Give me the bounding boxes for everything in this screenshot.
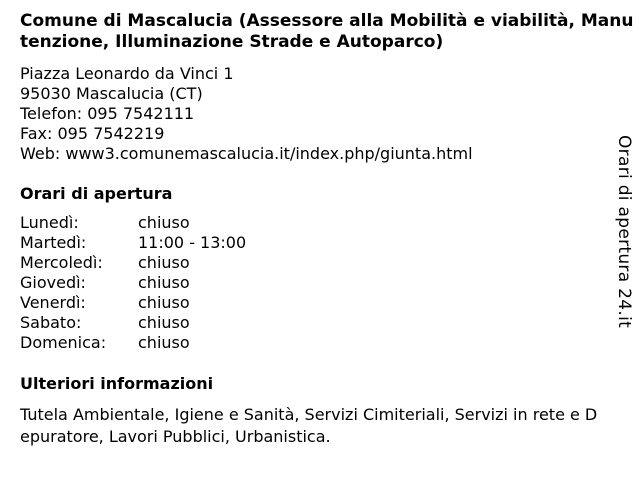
day-label: Venerdì: (20, 293, 86, 312)
day-hours: chiuso (138, 293, 190, 312)
page-title: Comune di Mascalucia (Assessore alla Mobilità e viabilità, Manutenzione, Illuminazione Strade e Autoparco) (20, 11, 634, 52)
further-info-heading: Ulteriori informazioni (20, 374, 214, 393)
day-label: Domenica: (20, 333, 107, 352)
day-hours: chiuso (138, 333, 190, 352)
address-street: Piazza Leonardo da Vinci 1 (20, 64, 234, 83)
day-hours: 11:00 - 13:00 (138, 233, 247, 252)
day-hours: chiuso (138, 313, 190, 332)
address-city: 95030 Mascalucia (CT) (20, 84, 203, 103)
opening-hours-heading: Orari di apertura (20, 184, 173, 203)
further-info-text: Tutela Ambientale, Igiene e Sanità, Servizi Cimiteriali, Servizi in rete e Depuratore, Lavori Pubblici, Urbanistica. (20, 405, 598, 446)
opening-hours-list (20, 213, 246, 353)
address-web: Web: www3.comunemascalucia.it/index.php/giunta.html (20, 144, 473, 163)
day-label: Mercoledì: (20, 253, 103, 272)
day-hours: chiuso (138, 213, 190, 232)
site-watermark: Orari di apertura 24.it (614, 135, 634, 329)
day-hours: chiuso (138, 253, 190, 272)
hours-row-friday (20, 293, 246, 313)
day-label: Giovedì: (20, 273, 86, 292)
address-phone: Telefon: 095 7542111 (20, 104, 195, 123)
address-block (20, 64, 473, 164)
hours-row-wednesday (20, 253, 246, 273)
day-label: Lunedì: (20, 213, 79, 232)
hours-row-tuesday (20, 233, 246, 253)
hours-row-saturday (20, 313, 246, 333)
address-fax: Fax: 095 7542219 (20, 124, 165, 143)
day-hours: chiuso (138, 273, 190, 292)
day-label: Sabato: (20, 313, 82, 332)
hours-row-monday (20, 213, 246, 233)
hours-row-thursday (20, 273, 246, 293)
hours-row-sunday (20, 333, 246, 353)
day-label: Martedì: (20, 233, 87, 252)
